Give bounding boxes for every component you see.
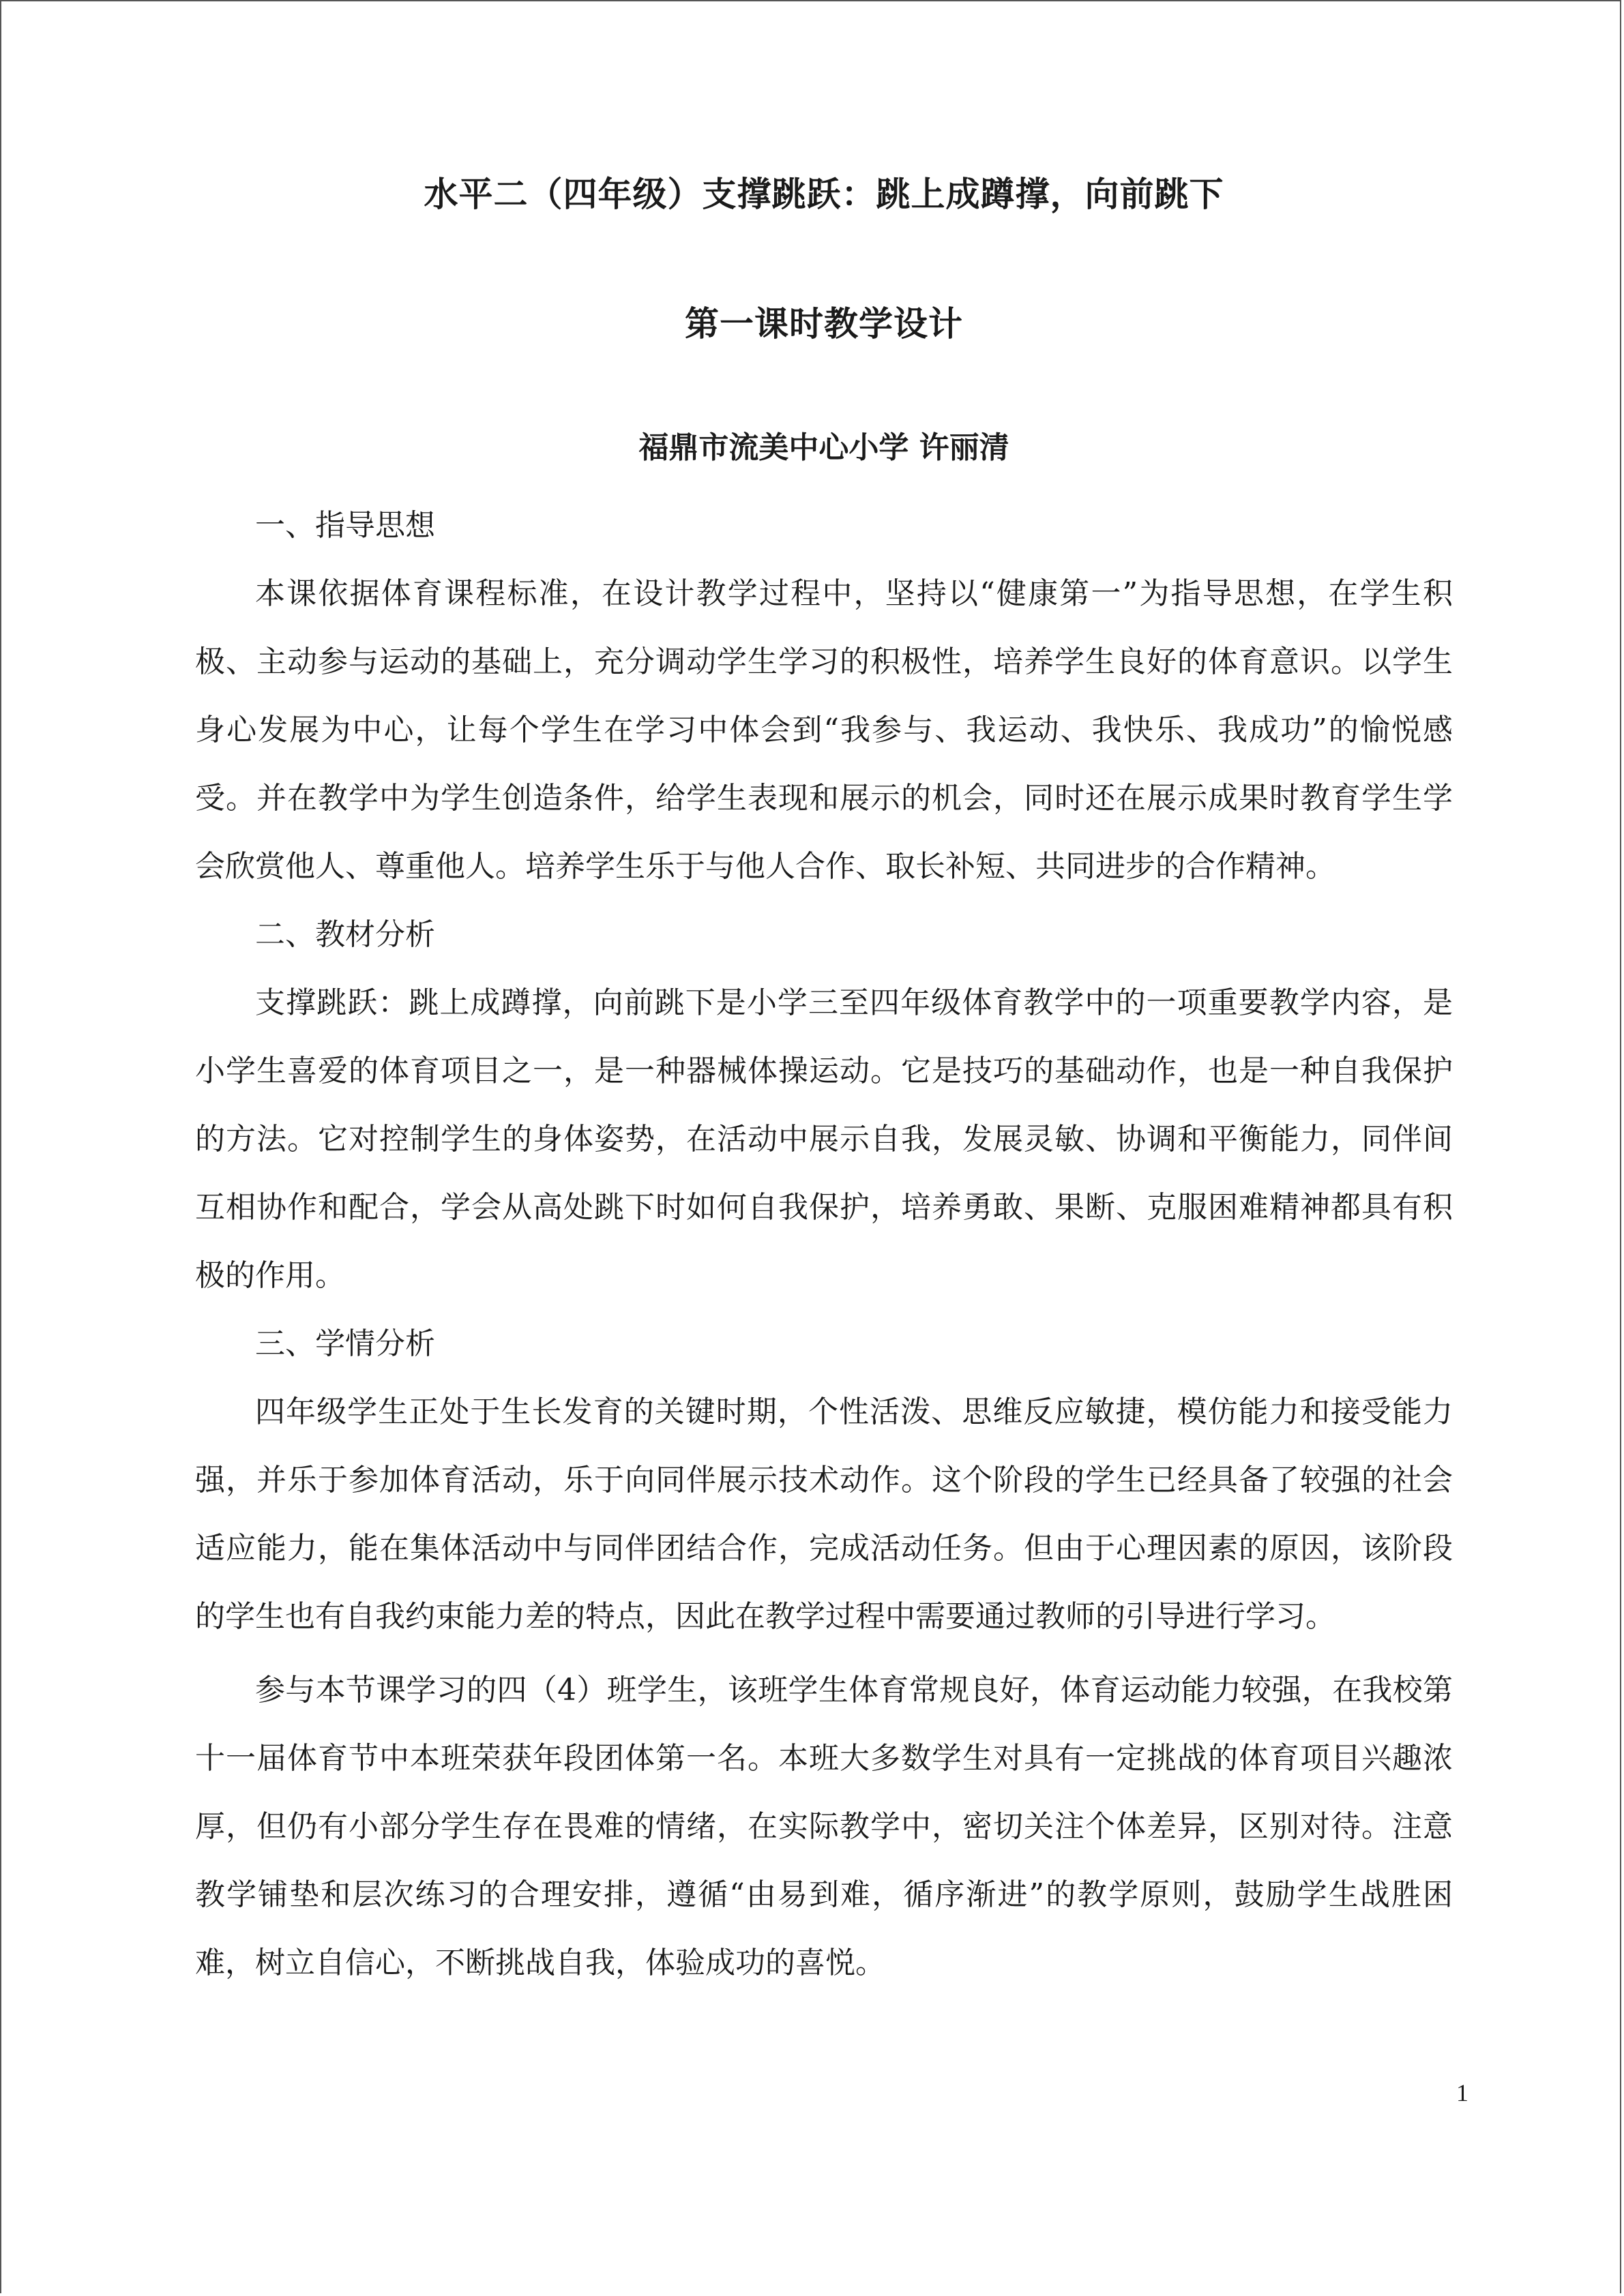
document-body: [195, 157, 1453, 1997]
section-heading: 三、学情分析: [255, 1326, 435, 1361]
section-heading: 二、教材分析: [255, 917, 435, 952]
paragraph: 支撑跳跃：跳上成蹲撑，向前跳下是小学三至四年级体育教学中的一项重要教学内容，是小学生喜爱的体育项目之一，是一种器械体操运动。它是技巧的基础动作，也是一种自我保护的方法。它对控制学生的身体姿势，在活动中展示自我，发展灵敏、协调和平衡能力，同伴间互相协作和配合，学会从高处跳下时如何自我保护，培养勇敢、果断、克服困难精神都具有积极的作用。: [195, 985, 1453, 1293]
author-line: 福鼎市流美中心小学 许丽清: [638, 430, 1009, 465]
document-title: 水平二（四年级）支撑跳跃：跳上成蹲撑，向前跳下: [424, 174, 1224, 214]
section-student-analysis: [195, 1310, 1453, 1997]
page-number: 1: [1456, 2079, 1468, 2106]
section-material-analysis: [195, 901, 1453, 1310]
paragraph: 本课依据体育课程标准，在设计教学过程中，坚持以“健康第一”为指导思想，在学生积极、主动参与运动的基础上，充分调动学生学习的积极性，培养学生良好的体育意识。以学生身心发展为中心，让每个学生在学习中体会到“我参与、我运动、我快乐、我成功”的愉悦感受。并在教学中为学生创造条件，给学生表现和展示的机会，同时还在展示成果时教育学生学会欣赏他人、尊重他人。培养学生乐于与他人合作、取长补短、共同进步的合作精神。: [195, 576, 1453, 884]
paragraph: 四年级学生正处于生长发育的关键时期，个性活泼、思维反应敏捷，模仿能力和接受能力强，并乐于参加体育活动，乐于向同伴展示技术动作。这个阶段的学生已经具备了较强的社会适应能力，能在集体活动中与同伴团结合作，完成活动任务。但由于心理因素的原因，该阶段的学生也有自我约束能力差的特点，因此在教学过程中需要通过教师的引导进行学习。: [195, 1395, 1453, 1634]
section-heading: 一、指导思想: [255, 508, 435, 543]
section-guiding-ideology: [195, 492, 1453, 901]
paragraph: 参与本节课学习的四（4）班学生，该班学生体育常规良好，体育运动能力较强，在我校第十一届体育节中本班荣获年段团体第一名。本班大多数学生对具有一定挑战的体育项目兴趣浓厚，但仍有小部分学生存在畏难的情绪，在实际教学中，密切关注个体差异，区别对待。注意教学铺垫和层次练习的合理安排，遵循“由易到难，循序渐进”的教学原则，鼓励学生战胜困难，树立自信心，不断挑战自我，体验成功的喜悦。: [195, 1673, 1453, 1980]
document-subtitle: 第一课时教学设计: [685, 303, 963, 344]
